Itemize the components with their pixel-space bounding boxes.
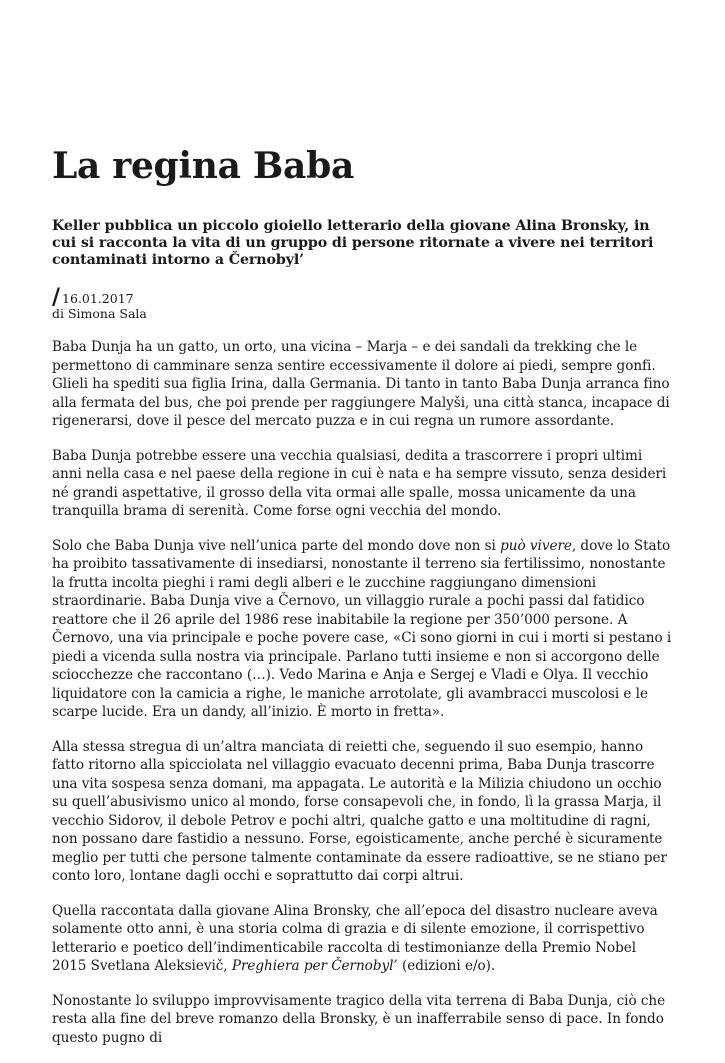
paragraph-2: Baba Dunja potrebbe essere una vecchia qualsiasi, dedita a trascorrere i propri ultimi anni nella casa e nel paese della regione in cui è nata e ha sempre vissuto, senza desideri né grandi aspettative, il grosso della vita ormai alle spalle, mossa unicamente da una tranquilla brama di serenità. Come forse ogni vecchia del mondo. (52, 447, 667, 519)
paragraph-6: Nonostante lo sviluppo improvvisamente tragico della vita terrena di Baba Dunja, ciò che resta alla fine del breve romanzo della Bronsky, è un inafferrabile senso di pace. In fondo questo pugno di (52, 992, 666, 1046)
article-meta (52, 284, 147, 321)
article-subtitle: Keller pubblica un piccolo gioiello letterario della giovane Alina Bronsky, in cui si racconta la vita di un gruppo di persone ritornate a vivere nei territori contaminati intorno a Černobyl’ (52, 218, 654, 269)
date-line (52, 284, 147, 310)
paragraph-4: Alla stessa stregua di un’altra manciata di reietti che, seguendo il suo esempio, hanno fatto ritorno alla spicciolata nel villaggio evacuato decenni prima, Baba Dunja trascorre una vita sospesa senza domani, ma appagata. Le autorità e la Milizia chiudono un occhio su quell’abusivismo unico al mondo, forse consapevoli che, in fondo, lì la grassa Marja, il vecchio Sidorov, il debole Petrov e pochi altri, qualche gatto e una moltitudine di ragni, non possano dare fastidio a nessuno. Forse, egoisticamente, anche perché è sicuramente meglio per tutti che persone talmente contaminate da essere radioattive, se ne stiano per conto loro, lontane dagli occhi e soprattutto dai corpi altrui. (52, 738, 667, 884)
publish-date: 16.01.2017 (62, 291, 134, 306)
slash-icon: / (52, 284, 61, 310)
article-body (52, 338, 672, 1063)
page-title: La regina Baba (52, 145, 354, 187)
paragraph-3-text-a: Solo che Baba Dunja vive nell’unica parte del mondo dove non si (52, 537, 501, 554)
book-title: Preghiera per Černobyl’ (231, 958, 398, 974)
paragraph-3-text-b: , dove lo Stato ha proibito tassativamente di insediarsi, nonostante il terreno sia fertilissimo, nonostante la frutta incolta pieghi i rami degli alberi e le zucchine raggiungano dimensioni straordinarie. Baba Dunja vive a Černovo, un villaggio rurale a pochi passi dal fatidico reattore che il 26 aprile del 1986 rese inabitabile la regione per 350’000 persone. A Černovo, una via principale e poche povere case, «Ci sono giorni in cui i morti si pestano i piedi a vicenda sulla nostra via principale. Parlano tutti insieme e non si accorgono delle sciocchezze che raccontano (…). Vedo Marina e Anja e Sergej e Vladi e Olya. Il vecchio liquidatore con la camicia a righe, le maniche arrotolate, gli avambracci muscolosi e le scarpe lucide. Era un dandy, all’inizio. È morto in fretta». (52, 537, 672, 720)
paragraph-5-text-b: (edizioni e/o). (397, 958, 496, 974)
paragraph-1: Baba Dunja ha un gatto, un orto, una vicina – Marja – e dei sandali da trekking che le permettono di camminare senza sentire eccessivamente il dolore ai piedi, sempre gonfi. Glieli ha spediti sua figlia Irina, dalla Germania. Di tanto in tanto Baba Dunja arranca fino alla fermata del bus, che poi prende per raggiungere Malyši, una città stanca, incapace di rigenerarsi, dove il pesce del mercato puzza e in cui regna un rumore assordante. (52, 339, 670, 429)
paragraph-3-emphasis: può vivere (500, 537, 572, 554)
author-byline: di Simona Sala (52, 306, 147, 321)
paragraph-5-text-a: Quella raccontata dalla giovane Alina Bronsky, che all’epoca del disastro nucleare aveva solamente otto anni, è una storia colma di grazia e di silente emozione, il corrispettivo letterario e poetico dell’indimenticabile raccolta di testimonianze della Premio Nobel 2015 Svetlana Aleksievič, (52, 902, 658, 974)
paragraph-5 (52, 902, 672, 976)
paragraph-3 (52, 537, 672, 722)
